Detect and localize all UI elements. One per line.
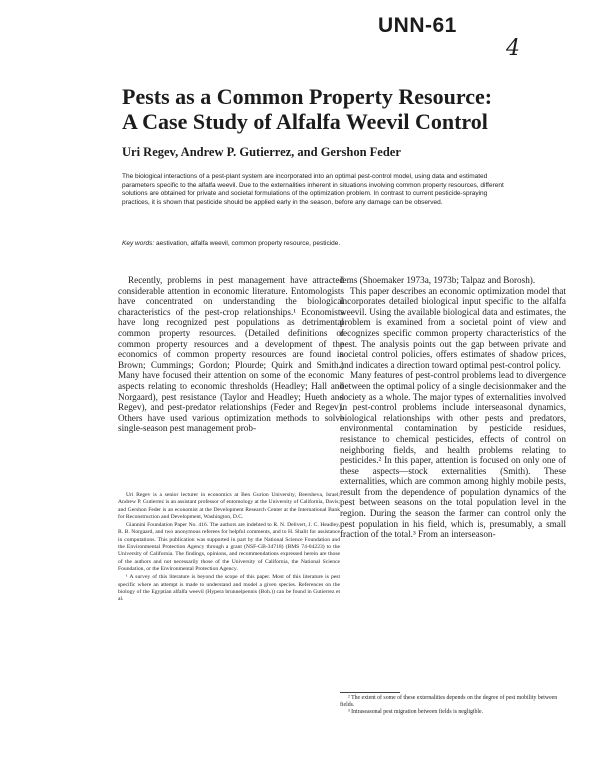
body-column-left [118, 275, 344, 490]
author-list: Uri Regev, Andrew P. Gutierrez, and Gershon Feder [122, 145, 401, 159]
footnote-3: ³ Intraseasonal pest migration between fields is negligible. [348, 709, 484, 715]
handwritten-number: 4 [506, 36, 520, 61]
footnotes-right [340, 695, 570, 716]
footnote-2: ² The extent of some of these externalities depends on the degree of pest mobility between fields. [340, 695, 558, 708]
keywords-label: Key words: [122, 240, 155, 247]
body-column-right [340, 275, 566, 540]
author-affiliation-note: Uri Regev is a senior lecturer in economics at Ben Gurion University, Beersheva, Israel; Andrew P. Gutierrez is an assistant professor of entomology at the University of California, Davis; and Gershon Feder is an economist at the Development Research Center at the International Bank for Reconstruction and Development, Washington, D.C. [118, 492, 340, 520]
paper-title [122, 84, 562, 134]
body-paragraph: Many features of pest-control problems lead to divergence between the optimal policy of a single decisionmaker and the society as a whole. The major types of externalities involved in pest-control problems include interseasonal dynamics, biological relationships with other pests and predators, environmental contamination by pesticide residues, resistance to chemical pesticides, effects of control on neighboring fields, and health problems relating to pesticides.² In this paper, attention is focused on only one of these aspects—stock externalities (Smith). These externalities, which are common among highly mobile pests, result from the dependence of population dynamics of the pest between seasons on the total population level in the region. During the season the farmer can control only the pest population in his field, which is, presumably, a small fraction of the total.³ From an interseason- [340, 370, 566, 540]
acknowledgement-note: Giannini Foundation Paper No. 416. The authors are indebted to R. N. Delivert, J. C. Headley, R. B. Norgaard, and two anonymous referees for helpful comments, and to H. Shalit for assistance in computations. This publication was supported in part by the National Science Foundation and the Environmental Protection Agency through a grant (NSF-GB-34718) (BMS 74-04223) to the University of California. The findings, opinions, and recommendations expressed herein are those of the authors and not necessarily those of the University of California, the National Science Foundation, or the Environmental Protection Agency. [118, 522, 340, 572]
keywords-text: aestivation, alfalfa weevil, common property resource, pesticide. [155, 240, 341, 247]
title-line-1: Pests as a Common Property Resource: [122, 84, 493, 109]
footnote-1: ¹ A survey of this literature is beyond the scope of this paper. Most of this literature is pest specific where an attempt is made to understand and model a given species. References on the biology of the Egyptian alfalfa weevil (Hypera brunneipennis (Boh.)) can be found in Gutierrez et al. [118, 574, 340, 603]
footnote-divider [340, 692, 400, 693]
footnotes-left [118, 492, 340, 604]
body-paragraph: This paper describes an economic optimization model that incorporates detailed biological input specific to the alfalfa weevil. Using the available biological data and estimates, the problem is examined from a societal point of view and recognizes specific common property characteristics of the pest. The analysis points out the gap between private and societal control policies, offers estimates of shadow prices, and indicates a direction toward optimal pest-control policy. [340, 285, 566, 370]
body-paragraph: lems (Shoemaker 1973a, 1973b; Talpaz and Borosh). [340, 275, 536, 285]
abstract: The biological interactions of a pest-plant system are incorporated into an optimal pest-control model, using data and estimated parameters specific to the alfalfa weevil. Due to the externalities inherent in situations involving common property resources, different solutions are obtained for private and societal formulations of the optimization problem. In contrast to current pesticide-spraying practices, it is shown that pesticide should be applied early in the season, before any damage can be observed. [122, 173, 504, 206]
title-line-2: A Case Study of Alfalfa Weevil Control [122, 109, 488, 134]
disclosure-watermark-top [6, 20, 20, 180]
keywords [122, 240, 512, 247]
body-paragraph: Recently, problems in pest management have attracted considerable attention in economic literature. Entomologists have concentrated on understanding the biological characteristics of the pest-crop relationships.¹ Economists have long recognized pest populations as detrimental common property resources. (Detailed definitions of common property resources and a development of the economics of common property resources are found in Brown; Cummings; Gordon; Plourde; Quirk and Smith.) Many have focused their attention on some of the economic aspects relating to economic thresholds (Headley; Hall and Norgaard), pest resistance (Taylor and Headley; Hueth and Regev), and pest-predator relationships (Feder and Regev). Others have used various optimization methods to solve single-season pest management prob- [118, 275, 344, 434]
report-id: UNN-61 [378, 14, 457, 37]
disclosure-watermark-bottom [6, 310, 20, 470]
